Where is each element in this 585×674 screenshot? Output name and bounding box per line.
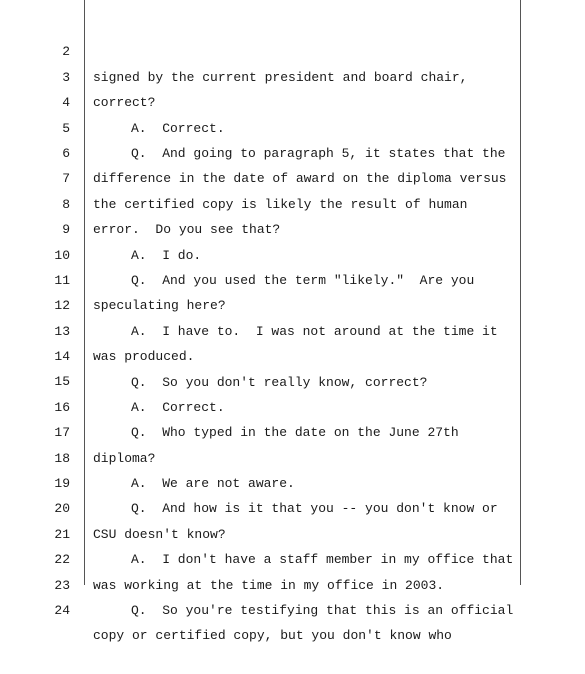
- line-number: 6: [62, 145, 70, 161]
- line-number: 3: [62, 69, 70, 85]
- transcript-line: [0, 0, 585, 14]
- line-text: A. We are not aware.: [131, 476, 295, 492]
- line-text: A. I don't have a staff member in my office that: [131, 552, 514, 568]
- line-text: Q. And going to paragraph 5, it states that the: [131, 145, 506, 161]
- line-number: 19: [54, 476, 70, 492]
- line-number: 5: [62, 120, 70, 136]
- line-text: CSU doesn't know?: [93, 526, 226, 542]
- line-number: 9: [62, 222, 70, 238]
- line-text: copy or certified copy, but you don't know who: [93, 628, 452, 644]
- line-number: 11: [54, 272, 70, 288]
- line-text: A. I do.: [131, 247, 202, 263]
- transcript-line: [0, 65, 585, 136]
- line-number: 15: [54, 374, 70, 390]
- line-text: error. Do you see that?: [93, 222, 281, 238]
- line-text: A. Correct.: [131, 120, 225, 136]
- line-text: Q. And how is it that you -- you don't know or: [131, 501, 498, 517]
- line-number: 13: [54, 323, 70, 339]
- line-number: 23: [54, 577, 70, 593]
- line-number: 2: [62, 44, 70, 60]
- line-text: was produced.: [93, 349, 195, 365]
- line-text: diploma?: [93, 450, 156, 466]
- line-number: 12: [54, 298, 70, 314]
- line-number: 16: [54, 399, 70, 415]
- line-number: 17: [54, 425, 70, 441]
- line-text: Q. So you're testifying that this is an official: [131, 603, 514, 619]
- line-text: signed by the current president and board chair,: [93, 69, 468, 85]
- line-number: 20: [54, 501, 70, 517]
- line-number: 7: [62, 171, 70, 187]
- line-text: difference in the date of award on the diploma versus: [93, 171, 507, 187]
- line-text: Q. So you don't really know, correct?: [131, 374, 428, 390]
- line-number: 10: [54, 247, 70, 263]
- line-number: 21: [54, 526, 70, 542]
- line-text: speculating here?: [93, 298, 226, 314]
- line-text: Q. And you used the term "likely." Are you: [131, 272, 475, 288]
- line-number: 22: [54, 552, 70, 568]
- line-number: 4: [62, 95, 70, 111]
- line-number: 18: [54, 450, 70, 466]
- line-number: 8: [62, 196, 70, 212]
- line-number: 24: [54, 603, 70, 618]
- line-text: the certified copy is likely the result of human: [93, 196, 468, 212]
- line-text: A. Correct.: [131, 399, 225, 415]
- transcript-line: [0, 14, 585, 85]
- line-text: correct?: [93, 95, 156, 111]
- line-text: A. I have to. I was not around at the time it: [131, 323, 498, 339]
- line-number: 14: [54, 349, 70, 365]
- line-text: was working at the time in my office in 2003.: [93, 577, 445, 593]
- line-text: Q. Who typed in the date on the June 27th: [131, 425, 459, 441]
